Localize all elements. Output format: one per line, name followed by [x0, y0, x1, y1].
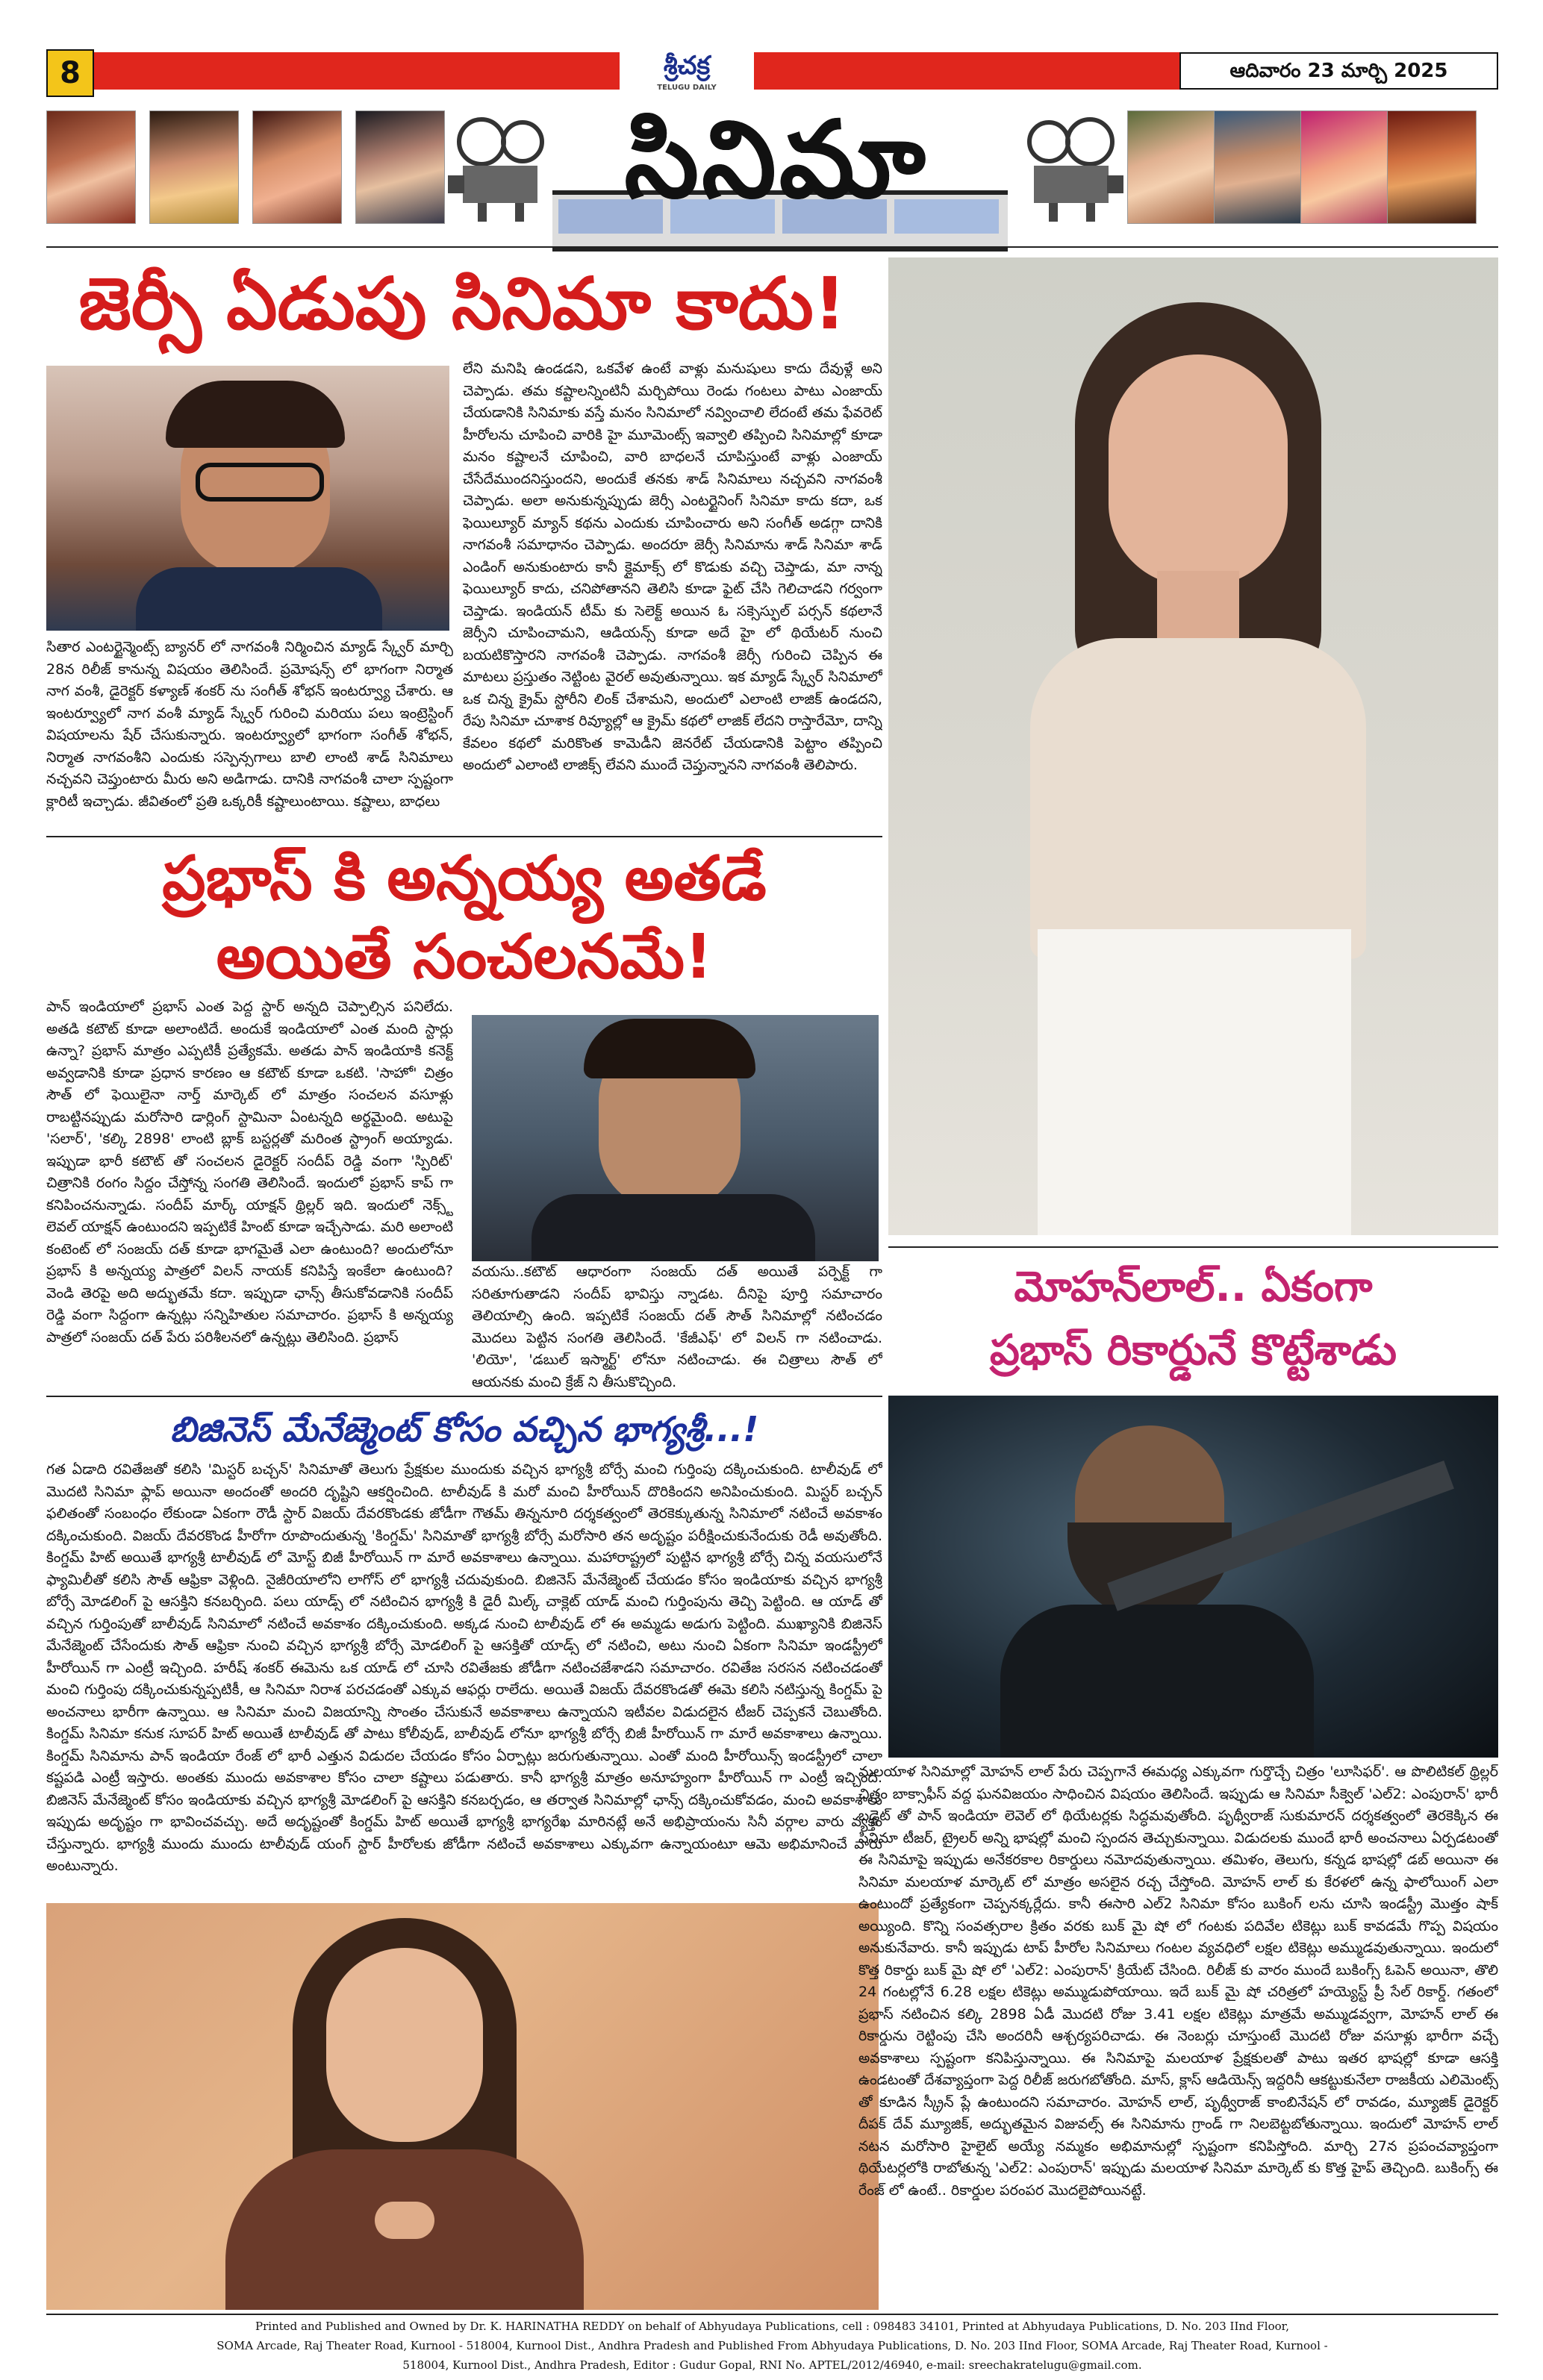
divider: [888, 1246, 1498, 1248]
article4-text: మలయాళ సినిమాల్లో మోహన్ లాల్ పేరు చెప్పగానే ఈమధ్య ఎక్కువగా గుర్తొచ్చే చిత్రం 'లూసిఫర్'. ఆ పొలిటికల్ థ్రిల్లర్ చిత్రం బాక్సాఫీస్ వద్ద ఘనవిజయం సాధించిన విషయం తెలిసిందే. ఇప్పుడు ఆ సినిమా సీక్వెల్ 'ఎల్2: ఎంపురాన్' భారీ బడ్జెట్ తో పాన్ ఇండియా లెవెల్ లో థియేటర్లకు సిద్ధమవుతోంది. పృథ్వీరాజ్ సుకుమారన్ దర్శకత్వంలో తెరకెక్కిన ఈ సినిమా టీజర్, ట్రైలర్ అన్ని భాషల్లో మంచి స్పందన తెచ్చుకున్నాయి. విడుదలకు ముందే భారీ అంచనాలు ఏర్పడటంతో ఈ సినిమాపై ఇప్పుడు అనేకరకాల రికార్డులు నమోదవుతున్నాయి. తమిళం, తెలుగు, కన్నడ భాషల్లో డబ్ అయినా ఈ సినిమా మలయాళ మార్కెట్ లో మాత్రం అసలైన రచ్చ చేస్తోంది. మోహన్ లాల్ కు కేరళలో ఉన్న ఫాలోయింగ్ ఎలా ఉంటుందో ప్రత్యేకంగా చెప్పనక్కర్లేదు. కానీ ఈసారి ఎల్2 సినిమా కోసం బుకింగ్ లను చూసి ఇండస్ట్రీ మొత్తం షాక్ అయ్యింది. కొన్ని సంవత్సరాల క్రితం వరకు బుక్ మై షో లో గంటకు పదివేల టికెట్లు బుక్ కావడమే గొప్ప విషయం అనుకునేవారు. కానీ ఇప్పుడు టాప్ హీరోల సినిమాలు గంటల వ్యవధిలో లక్షల టికెట్లు అమ్ముడవుతున్నాయి. ఇందులో కొత్త రికార్డు బుక్ మై షో లో 'ఎల్2: ఎంపురాన్' క్రియేట్ చేసింది. రిలీజ్ కు వారం ముందే బుకింగ్స్ ఓపెన్ అయినా, తొలి 24 గంటల్లోనే 6.28 లక్షల టికెట్లు అమ్ముడుపోయాయి. ఇదే బుక్ మై షో చరిత్రలో హయ్యెస్ట్ ప్రీ సేల్ రికార్డ్. గతంలో ప్రభాస్ నటించిన కల్కి 2898 ఏడీ మొదటి రోజు 3.41 లక్షల టికెట్లు మాత్రమే అమ్ముడవ్వగా, మోహన్ లాల్ ఈ రికార్డును రెట్టింపు చేసి అందరినీ ఆశ్చర్యపరిచాడు. ఈ నెంబర్లు చూస్తుంటే మొదటి రోజు వసూళ్లు భారీగా వచ్చే అవకాశాలు స్పష్టంగా కనిపిస్తున్నాయి. ఈ సినిమాపై మలయాళ ప్రేక్షకులతో పాటు ఇతర భాషల్లో కూడా ఆసక్తి ఉండటంతో దేశవ్యాప్తంగా పెద్ద రిలీజ్ జరుగబోతోంది. మాస్, క్లాస్ ఆడియెన్స్ ఇద్దరినీ ఆకట్టుకునేలా రాజకీయ ఎలిమెంట్స్ తో కూడిన స్క్రీన్ ప్లే ఉంటుందని సమాచారం. మోహన్ లాల్, పృథ్వీరాజ్ కాంబినేషన్ లో రావడం, మ్యూజిక్ డైరెక్టర్ దీపక్ దేవ్ మ్యూజిక్, అద్భుతమైన విజువల్స్ ఈ సినిమాను గ్రాండ్ గా నిలబెట్టబోతున్నాయి. ఇందులో మోహన్ లాల్ నటన మరోసారి హైలైట్ అయ్యే నమ్మకం అభిమానుల్లో స్పష్టంగా కనిపిస్తోంది. మార్చి 27న ప్రపంచవ్యాప్తంగా థియేటర్లలోకి రాబోతున్న 'ఎల్2: ఎంపురాన్' ఇప్పుడు మలయాళ సినిమా మార్కెట్ కు కొత్త హైప్ తెచ్చింది. బుకింగ్స్ ఈ రేంజ్ లో ఉంటే.. రికార్డుల పరంపర మొదలైపోయినట్టే.: [858, 1764, 1498, 2199]
actor-thumbnail: [1300, 110, 1390, 224]
article2-text-left: పాన్ ఇండియాలో ప్రభాస్ ఎంత పెద్ద స్టార్ అన్నది చెప్పాల్సిన పనిలేదు. అతడి కటౌట్ కూడా అలాంటిదే. అందుకే ఇండియాలో ఎంత మంది స్టార్లు ఉన్నా? ప్రభాస్ మాత్రం ఎప్పటికీ ప్రత్యేకమే. అతడు పాన్ ఇండియాకి కనెక్ట్ అవ్వడానికి కూడా ప్రధాన కారణం ఆ కటౌట్ కూడా ఒకటి. 'సాహో' చిత్రం సౌత్ లో ఫెయిలైనా నార్త్ మార్కెట్ లో మాత్రం సంచలన వసూళ్లు రాబట్టినప్పుడు మరోసారి డార్లింగ్ స్టామినా ఏంటన్నది అర్థమైంది. అటుపై 'సలార్', 'కల్కి 2898' లాంటి బ్లాక్ బస్టర్లతో మరింత స్ట్రాంగ్ అయ్యాడు. ఇప్పుడా భారీ కటౌట్ తో సంచలన డైరెక్టర్ సందీప్ రెడ్డి వంగా 'స్పిరిట్' చిత్రానికి రంగం సిద్దం చేస్తోన్న సంగతి తెలిసిందే. ఇందులో ప్రభాస్ కాప్ గా కనిపించనున్నాడు. సందీప్ మార్క్ యాక్షన్ థ్రిల్లర్ ఇది. ఇందులో నెక్స్ట్ లెవల్ యాక్షన్ ఉంటుందని ఇప్పటికే హింట్ కూడా ఇచ్చేసాడు. మరి అలాంటి కంటెంట్ లో సంజయ్ దత్ కూడా భాగమైతే ఎలా ఉంటుంది? అందులోనూ ప్రభాస్ కి అన్నయ్య పాత్రలో విలన్ నాయక్ కనిపిస్తే ఇంకేలా ఉంటుంది? వెండి తెరపై అది అద్భుతమే కదా. ఇప్పుడా ఛాన్స్ తీసుకోవడానికి సందీప్ రెడ్డి వంగా సిద్దంగా ఉన్నట్లు సన్నిహితుల సమాచారం. ప్రభాస్ కి అన్నయ్య పాత్రలో సంజయ్ దత్ పేరు పరిశీలనలో ఉన్నట్లు తెలిసింది. ప్రభాస్: [46, 999, 453, 1346]
article1-photo: [46, 366, 449, 631]
article2-headline-line2: అయితే సంచలనమే!: [216, 922, 713, 993]
article4-photo: [888, 1396, 1498, 1758]
article3-text: గత ఏడాది రవితేజతో కలిసి 'మిస్టర్ బచ్చన్' సినిమాతో తెలుగు ప్రేక్షకుల ముందుకు వచ్చిన భాగ్యశ్రీ బోర్సే మంచి గుర్తింపు దక్కించుకుంది. టాలీవుడ్ లో మొదటి సినిమా ఫ్లాప్ అయినా అందంతో అందరి దృష్టిని ఆకర్షించింది. టాలీవుడ్ కి మరో మంచి హీరోయిన్ దొరికిందని అనిపించుకుంది. మిస్టర్ బచ్చన్ ఫలితంతో సంబంధం లేకుండా ఏకంగా రౌడీ స్టార్ విజయ్ దేవరకొండకు జోడీగా గౌతమ్ తిన్ననూరి దర్శకత్వంలో తెరకెక్కుతున్న సినిమాలో నటించే అవకాశం దక్కించుకుంది. విజయ్ దేవరకొండ హీరోగా రూపొందుతున్న 'కింగ్డమ్' సినిమాతో భాగ్యశ్రీ బోర్సే మరోసారి తన అదృష్టం పరీక్షించుకునేందుకు రెడీ అవుతోంది. కింగ్డమ్ హిట్ అయితే భాగ్యశ్రీ టాలీవుడ్ లో మోస్ట్ బిజీ హీరోయిన్ గా మారే అవకాశాలు ఉన్నాయి. మహారాష్ట్రలో పుట్టిన భాగ్యశ్రీ బోర్సే చిన్న వయసులోనే ఫ్యామిలీతో కలిసి సౌత్ ఆఫ్రికా వెళ్లింది. నైజీరియాలోని లాగోస్ లో భాగ్యశ్రీ చదువుకుంది. బిజినెస్ మేనేజ్మెంట్ చేయడం కోసం ఇండియాకు వచ్చిన భాగ్యశ్రీ బోర్సే మోడలింగ్ పై ఆసక్తిని కనబర్చింది. పలు యాడ్స్ లో నటించిన భాగ్యశ్రీ కి డైరీ మిల్క్ చాక్లెట్ యాడ్ మంచి గుర్తింపును తెచ్చి పెట్టింది. ఆ యాడ్ తో వచ్చిన గుర్తింపుతో బాలీవుడ్ సినిమాలో నటించే అవకాశం దక్కించుకుంది. అక్కడ నుంచి టాలీవుడ్ లో ఈ అమ్మడు అడుగు పెట్టింది. ముఖ్యానికి బిజినెస్ మేనేజ్మెంట్ చేసేందుకు సౌత్ ఆఫ్రికా నుంచి వచ్చిన భాగ్యశ్రీ బోర్సే మోడలింగ్ పై ఆసక్తితో యాడ్స్ లో నటించి, అటు నుంచి ఏకంగా సినిమా ఇండస్ట్రీలో హీరోయిన్ గా ఎంట్రీ ఇచ్చింది. హరీష్ శంకర్ ఈమెను ఒక యాడ్ లో చూసి రవితేజకు జోడీగా నటించజేశాడని సమాచారం. రవితేజ సరసన నటించడంతో మంచి గుర్తింపు దక్కించుకున్నప్పటికీ, ఆ సినిమా నిరాశ పరచడంతో ఎక్కువ ఆఫర్లు రాలేదు. అయితే విజయ్ దేవరకొండతో ఈమె కలిసి నటిస్తున్న కింగ్డమ్ పై అంచనాలు భారీగా ఉన్నాయి. ఆ సినిమా మంచి విజయాన్ని సొంతం చేసుకునే అవకాశాలు ఉన్నాయని ఇటీవల విడుదలైన టీజర్ చెప్పకనే చెబుతోంది. కింగ్డమ్ సినిమా కనుక సూపర్ హిట్ అయితే టాలీవుడ్ తో పాటు కోలీవుడ్, బాలీవుడ్ లోనూ భాగ్యశ్రీ బోర్సే బిజీ హీరోయిన్ గా మారే అవకాశాలు ఉన్నాయి. కింగ్డమ్ సినిమాను పాన్ ఇండియా రేంజ్ లో భారీ ఎత్తున విడుదల చేయడం కోసం ఏర్పాట్లు జరుగుతున్నాయి. ఎంతో మంది హీరోయిన్స్ ఇండస్ట్రీలో చాలా కష్టపడి ఎంట్రీ ఇస్తారు. అంతకు ముందు అవకాశాల కోసం చాలా కష్టాలు పడుతారు. కానీ భాగ్యశ్రీ మాత్రం అనూహ్యంగా హీరోయిన్ గా ఎంట్రీ ఇచ్చింది. బిజినెస్ మేనేజ్మెంట్ కోసం ఇండియాకు వచ్చిన భాగ్యశ్రీ మోడలింగ్ పై ఆసక్తిని కనబర్చడం, ఆ తర్వాత సినిమాల్లో ఛాన్స్ దక్కించుకోవడం, మంచి అవకాశాలు ఇప్పుడు అదృష్టం గా భావించవచ్చు. అదే అదృష్టంతో కింగ్డమ్ హిట్ అయితే భాగ్యశ్రీ భాగ్యరేఖ మారినట్లే అనే అభిప్రాయంను సినీ వర్గాల వారు వ్యక్తం చేస్తున్నారు. భాగ్యశ్రీ ముందు ముందు టాలీవుడ్ యంగ్ స్టార్ హీరోలకు జోడీగా నటించే అవకాశాలు ఎక్కువగా ఉన్నాయంటూ ఆమె అభిమానించే వారు అంటున్నారు.: [46, 1461, 882, 1874]
header-divider: [46, 246, 1498, 248]
newspaper-logo: [623, 48, 751, 94]
film-projector-icon: [448, 112, 552, 224]
divider: [46, 836, 882, 837]
page-number: 8: [46, 49, 94, 97]
actor-thumbnail: [252, 110, 342, 224]
issue-date: ఆదివారం 23 మార్చి 2025: [1179, 52, 1498, 90]
imprint-line-1: Printed and Published and Owned by Dr. K. HARINATHA REDDY on behalf of Abhyudaya Publications, cell : 098483 34101, Printed at Abhyudaya Publications, D. No. 203 IInd Floor,: [255, 2320, 1289, 2333]
article2-text-right: వయసు..కటౌట్ ఆధారంగా సంజయ్ దత్ అయితే పర్పెక్ట్ గా సరితూగుతాడని సందీప్ భావిస్తు న్నాడట. దీనిపై పూర్తి సమాచారం తెలియాల్సి ఉంది. ఇప్పటికే సంజయ్ దత్ సౌత్ సినిమాల్లో నటించడం మొదలు పెట్టిన సంగతి తెలిసిందే. 'కేజీఎఫ్' లో విలన్ గా నటించాడు. 'లియో', 'డబుల్ ఇస్మార్ట్' లోనూ నటించాడు. ఈ చిత్రాలు సౌత్ లో ఆయనకు మంచి క్రేజ్ ని తీసుకొచ్చింది.: [472, 1264, 882, 1390]
imprint-line-2: SOMA Arcade, Raj Theater Road, Kurnool - 518004, Kurnool Dist., Andhra Pradesh and Published From Abhyudaya Publications, D. No. 203 IInd Floor, SOMA Arcade, Raj Theater Road, Kurnool -: [216, 2339, 1328, 2352]
logo-tagline: TELUGU DAILY: [657, 84, 717, 92]
actor-thumbnail: [1214, 110, 1303, 224]
imprint-line-3: 518004, Kurnool Dist., Andhra Pradesh, Editor : Gudur Gopal, RNI No. APTEL/2012/46940, e-mail: sreechakratelugu@gmail.com.: [402, 2358, 1142, 2372]
article3-headline: బిజినెస్ మేనేజ్మెంట్ కోసం వచ్చిన భాగ్యశ్రీ...!: [169, 1409, 759, 1449]
logo-text: శ్రీచక్ర: [663, 51, 711, 81]
article3-photo: [46, 1903, 879, 2310]
film-projector-icon: [1019, 112, 1123, 224]
header-red-bar-left: [90, 52, 620, 90]
article1-headline: జెర్సీ ఏడుపు సినిమా కాదు!: [78, 262, 847, 346]
actress-hero-photo: [888, 257, 1498, 1235]
divider: [46, 1396, 882, 1397]
article4-headline-line2: ప్రభాస్ రికార్డునే కొట్టేశాడు: [989, 1326, 1397, 1375]
footer-divider: [46, 2314, 1498, 2315]
actor-thumbnail: [1387, 110, 1477, 224]
header-red-bar-right: [754, 52, 1179, 90]
actor-thumbnail: [1127, 110, 1217, 224]
section-title: సినిమా: [624, 99, 929, 222]
actor-thumbnail: [46, 110, 136, 224]
article2-headline-line1: ప్రభాస్ కి అన్నయ్య అతడే: [162, 843, 767, 914]
article1-text-left: సితార ఎంటర్టైన్మెంట్స్ బ్యానర్ లో నాగవంశీ నిర్మించిన మ్యాడ్ స్క్వేర్ మార్చి 28న రిలీజ్ కానున్న విషయం తెలిసిందే. ప్రమోషన్స్ లో భాగంగా నిర్మాత నాగ వంశీ, డైరెక్టర్ కళ్యాణ్ శంకర్ ను సంగీత్ శోభన్ ఇంటర్వ్యూ చేశారు. ఆ ఇంటర్వ్యూలో నాగ వంశీ మ్యాడ్ స్క్వేర్ గురించి మరియు పలు ఇంట్రెస్టింగ్ విషయాలను షేర్ చేసుకున్నారు. ఇంటర్వ్యూలో భాగంగా సంగీత్ శోభన్, నిర్మాత నాగవంశీని ఎందుకు సస్పెన్సగాలు బాలి లాంటి శాడ్ సినిమాలు నచ్చవని చెప్తుంటారు మీరు అని అడిగాడు. దానికి నాగవంశీ చాలా స్పష్టంగా క్లారిటీ ఇచ్చాడు. జీవితంలో ప్రతి ఒక్కరికీ కష్టాలుంటాయి. కష్టాలు, బాధలు: [46, 639, 453, 810]
article1-text-right: లేని మనిషి ఉండడని, ఒకవేళ ఉంటే వాళ్లు మనుషులు కాదు దేవుళ్లే అని చెప్పాడు. తమ కష్టాలన్నింటినీ మర్చిపోయి రెండు గంటలు పాటు ఎంజాయ్ చేయడానికి సినిమాకు వస్తే మనం సినిమాలో నవ్వించాలి లేదంటే తమ ఫేవరెట్ హీరోలను చూపించి వారికి హై మూమెంట్స్ ఇవ్వాలి తప్పించి సినిమాల్లో కూడా మనం కష్టాలనే చూపించి, వారి బాధలనే చూపిస్తుంటే వాళ్లు ఎంజాయ్ చేసేదేముందనిస్తుందని, అందుకే తనకు శాడ్ సినిమాలు నచ్చవని నాగవంశీ చెప్పాడు. అలా అనుకున్నప్పుడు జెర్సీ ఎంటర్టైనింగ్ సినిమా కాదు కదా, ఒక ఫెయిల్యూర్ మ్యాన్ కథను ఎందుకు చూపించారు అని సంగీత్ అడగ్గా దానికి నాగవంశీ సమాధానం చెప్పాడు. అందరూ జెర్సీ సినిమాను శాడ్ సినిమా శాడ్ ఎండింగ్ అనుకుంటారు కానీ క్లైమాక్స్ లో కొడుకు వచ్చి చెప్తాడు, మా నాన్న ఫెయిల్యూర్ కాదు, చనిపోతానని తెలిసి కూడా ఫైట్ చేసి గెలిచాడని గర్వంగా చెప్తాడు. ఇండియన్ టీమ్ కు సెలెక్ట్ అయిన ఓ సక్సెస్ఫుల్ పర్సన్ కథలానే జెర్సీని చూపించామని, ఆడియన్స్ కూడా అదే హై లో థియేటర్ నుంచి బయటికొస్తారని నాగవంశీ చెప్పాడు. నాగవంశీ జెర్సీ గురించి చెప్పిన ఈ మాటలు ప్రస్తుతం నెట్టింట వైరల్ అవుతున్నాయి. ఇక మ్యాడ్ స్క్వేర్ సినిమాలో ఒక చిన్న క్రైమ్ స్టోరీని లింక్ చేశామని, అందులో ఎలాంటి లాజిక్ ఉండదని, రేపు సినిమా చూశాక రివ్యూల్లో ఆ క్రైమ్ కథలో లాజిక్ లేదని రాస్తారేమో, దాన్ని కేవలం కథలో మరికొంత కామెడీని జెనరేట్ చేయడానికి పెట్టాం తప్పించి అందులో ఎలాంటి లాజిక్స్ లేవని ముందే చెప్తున్నానని నాగవంశీ తెలిపారు.: [463, 360, 882, 773]
actor-thumbnail: [355, 110, 445, 224]
imprint-footer: [46, 2317, 1498, 2376]
article4-headline-line1: మోహన్‌లాల్.. ఏకంగా: [1014, 1263, 1373, 1311]
actor-thumbnail: [149, 110, 239, 224]
article2-photo: [472, 1015, 879, 1261]
